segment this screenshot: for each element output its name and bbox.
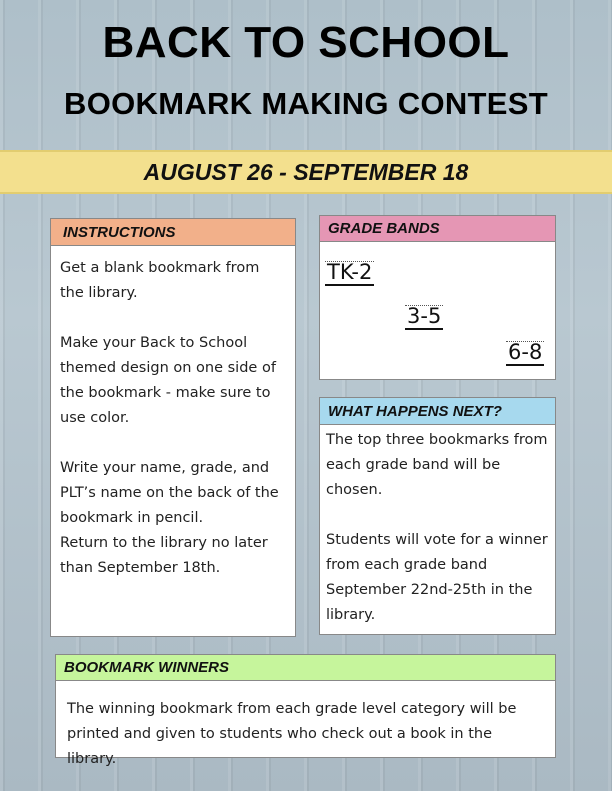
what-happens-next-body xyxy=(320,425,555,628)
bookmark-winners-card xyxy=(55,654,556,767)
instructions-body xyxy=(51,246,295,581)
page-title: BACK TO SCHOOL xyxy=(102,18,510,67)
next-paragraph-2: Students will vote for a winner from each grade band September 22nd-25th in the library. xyxy=(326,532,548,623)
contest-dates-banner: AUGUST 26 - SEPTEMBER 18 xyxy=(0,150,612,194)
grade-band-6-8: 6-8 xyxy=(508,340,543,364)
grade-band-tk-2: TK-2 xyxy=(327,260,373,284)
grade-bands-card xyxy=(319,215,556,380)
instruction-step-2: Make your Back to School themed design on one side of the bookmark - make sure to use color. xyxy=(60,335,276,426)
page-subtitle: BOOKMARK MAKING CONTEST xyxy=(64,86,548,121)
bookmark-winners-body xyxy=(56,681,555,772)
grade-bands-heading: GRADE BANDS xyxy=(320,216,555,242)
instruction-step-3: Write your name, grade, and PLT’s name on the back of the bookmark in pencil. xyxy=(60,460,279,526)
grade-band-3-5: 3-5 xyxy=(407,304,442,328)
bookmark-winners-heading: BOOKMARK WINNERS xyxy=(56,655,555,681)
instructions-heading: INSTRUCTIONS xyxy=(51,219,295,246)
instructions-card xyxy=(50,218,296,637)
next-paragraph-1: The top three bookmarks from each grade band will be chosen. xyxy=(326,432,548,498)
instruction-step-4: Return to the library no later than September 18th. xyxy=(60,535,268,576)
what-happens-next-heading: WHAT HAPPENS NEXT? xyxy=(320,398,555,425)
bookmark-winners-text: The winning bookmark from each grade level category will be printed and given to students who check out a book in the library. xyxy=(67,701,517,767)
what-happens-next-card xyxy=(319,397,556,635)
instruction-step-1: Get a blank bookmark from the library. xyxy=(60,260,260,301)
